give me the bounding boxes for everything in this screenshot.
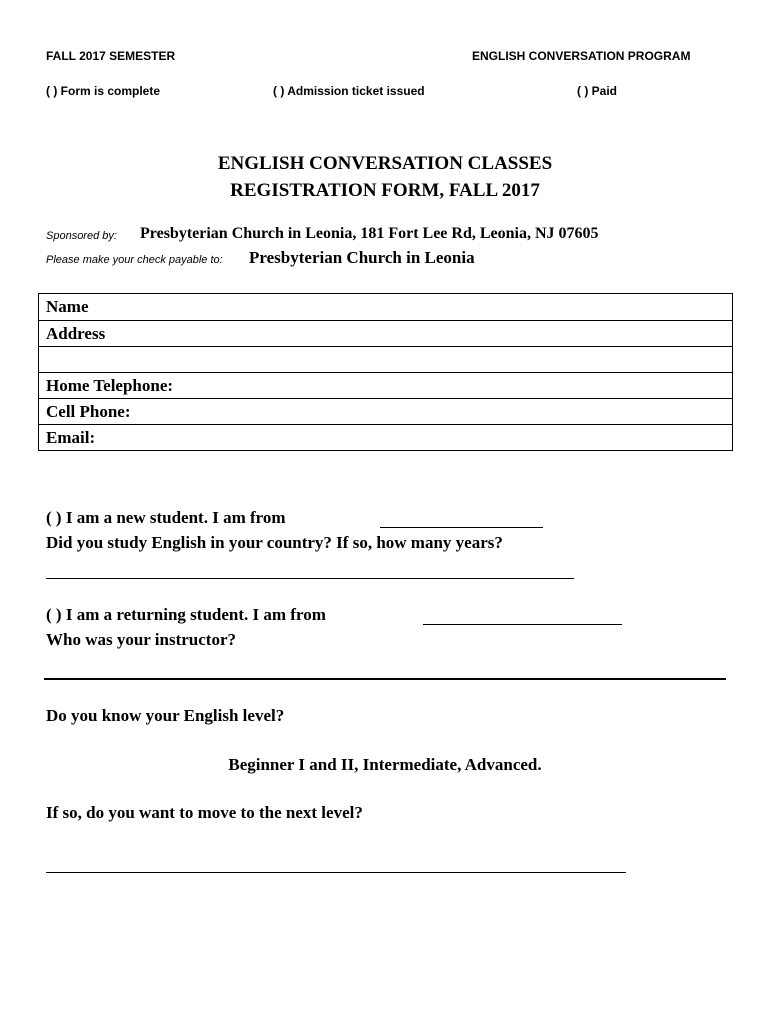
next-level-question: If so, do you want to move to the next level? [46, 803, 363, 822]
years-studied-blank[interactable] [46, 578, 574, 579]
returning-student-checkbox[interactable]: ( ) I am a returning student. I am from [46, 605, 326, 624]
semester-label: FALL 2017 SEMESTER [46, 49, 176, 63]
form-title-line2: REGISTRATION FORM, FALL 2017 [230, 180, 540, 201]
level-question: Do you know your English level? [46, 706, 285, 725]
admission-ticket-checkbox[interactable]: ( ) Admission ticket issued [273, 84, 425, 98]
sponsor-label: Sponsored by: [46, 230, 117, 242]
home-telephone-field[interactable]: Home Telephone: [39, 372, 732, 398]
check-payable-value: Presbyterian Church in Leonia [249, 248, 475, 267]
study-country-question: Did you study English in your country? If so, how many years? [46, 533, 503, 552]
sponsor-value: Presbyterian Church in Leonia, 181 Fort Lee Rd, Leonia, NJ 07605 [140, 225, 599, 242]
cell-phone-field[interactable]: Cell Phone: [39, 398, 732, 424]
form-complete-checkbox[interactable]: ( ) Form is complete [46, 84, 161, 98]
new-student-country-blank[interactable] [380, 527, 543, 528]
program-label: ENGLISH CONVERSATION PROGRAM [472, 49, 691, 63]
email-field[interactable]: Email: [39, 424, 732, 450]
address-field[interactable]: Address [39, 320, 732, 346]
next-level-blank[interactable] [46, 872, 626, 873]
form-title-line1: ENGLISH CONVERSATION CLASSES [217, 153, 553, 174]
new-student-checkbox[interactable]: ( ) I am a new student. I am from [46, 508, 286, 527]
address-line2-field[interactable] [39, 346, 732, 372]
check-payable-label: Please make your check payable to: [46, 254, 223, 266]
paid-checkbox[interactable]: ( ) Paid [577, 84, 618, 98]
instructor-blank[interactable] [44, 678, 726, 680]
level-options: Beginner I and II, Intermediate, Advanced. [228, 755, 542, 774]
name-field[interactable]: Name [46, 297, 89, 316]
contact-info-table [38, 293, 733, 451]
instructor-question: Who was your instructor? [46, 630, 236, 649]
returning-country-blank[interactable] [423, 624, 622, 625]
